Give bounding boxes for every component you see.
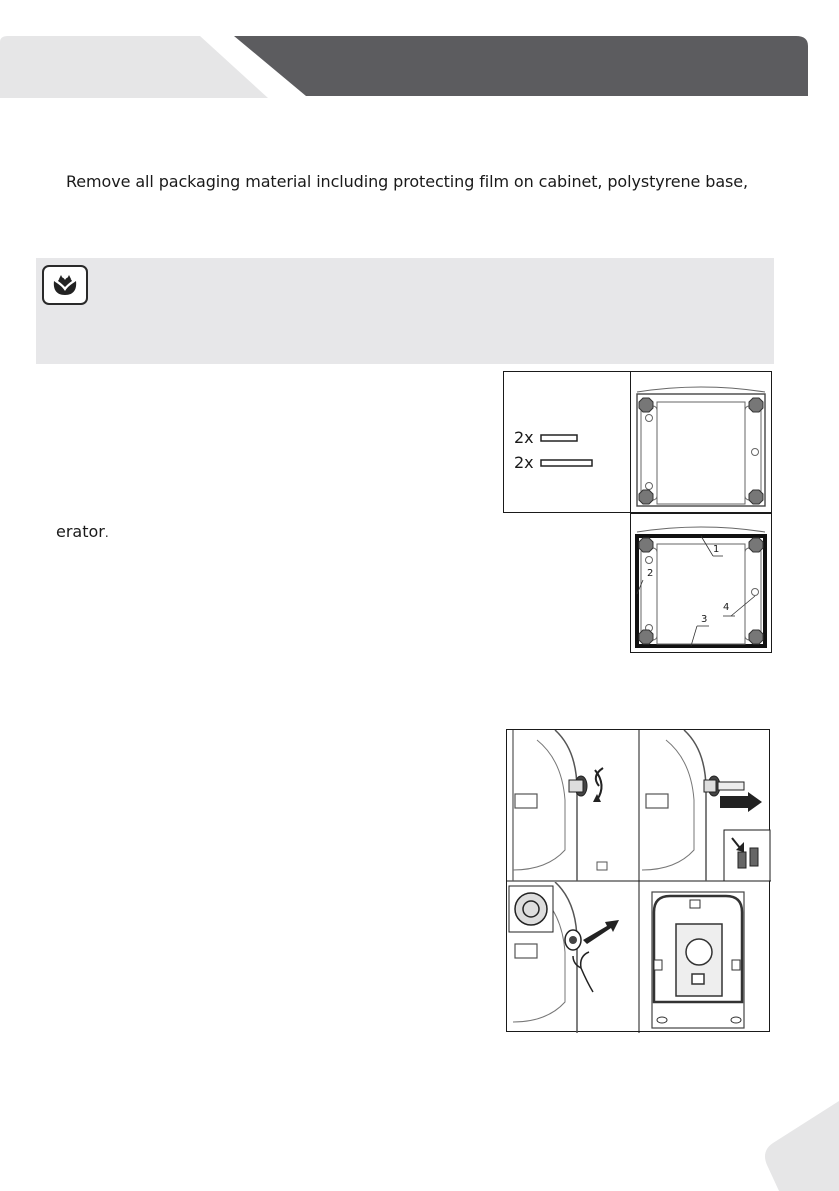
strip-label-4: 4 — [723, 602, 730, 613]
eco-leaf-icon — [42, 265, 88, 305]
environment-note-box — [36, 258, 774, 364]
machine-base-diagram — [630, 371, 772, 513]
fragment-period: . — [104, 526, 109, 540]
fragment-word: erator — [56, 522, 105, 541]
page-corner-tab — [759, 1091, 839, 1191]
transit-bolt-figure-grid — [506, 729, 770, 1032]
fragment-text — [56, 522, 109, 541]
accessory-qty: 2x — [514, 453, 534, 472]
accessory-qty: 2x — [514, 428, 534, 447]
base-strip-diagram — [630, 513, 772, 653]
strip-label-2: 2 — [647, 568, 654, 579]
strip-label-3: 3 — [701, 614, 708, 625]
intro-text: Remove all packaging material including protecting film on cabinet, polystyrene base, — [66, 172, 748, 191]
machine-back-panel — [640, 882, 771, 1033]
pull-bolt-panel — [640, 730, 771, 881]
header-tab-dark — [226, 30, 810, 100]
foam-strip-long-icon — [540, 459, 596, 469]
accessories-figure — [503, 371, 631, 513]
unscrew-bolt-panel — [507, 730, 639, 881]
strip-label-1: 1 — [713, 544, 720, 555]
insert-cap-panel — [507, 882, 639, 1033]
foam-strip-short-icon — [540, 434, 580, 444]
